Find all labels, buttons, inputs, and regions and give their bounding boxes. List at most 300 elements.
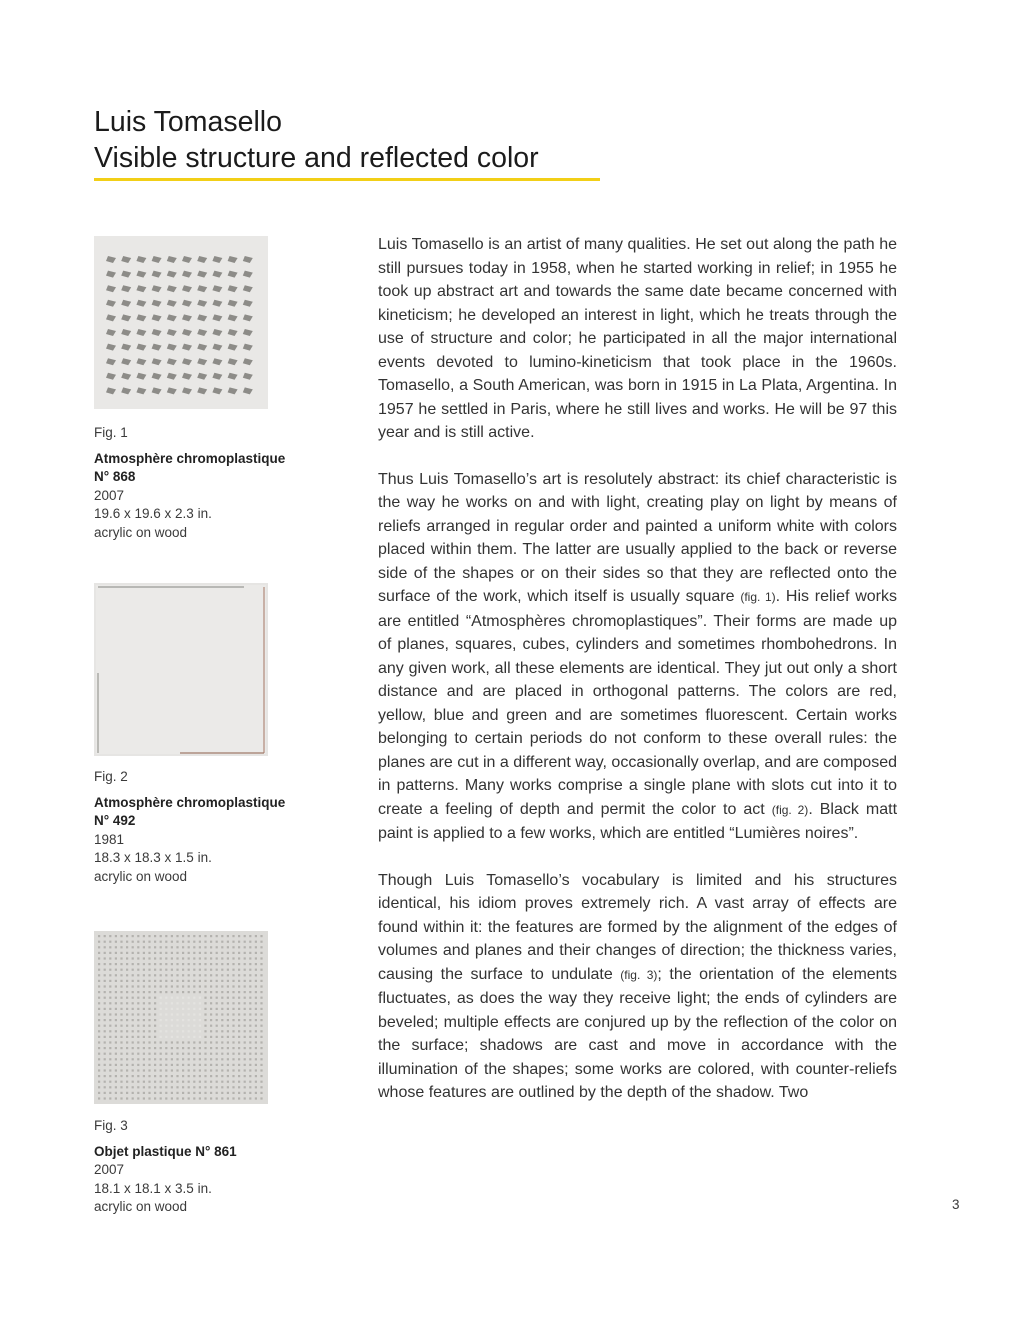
cylinder-element [143,941,145,943]
cylinder-element [249,952,251,954]
cylinder-element [137,1025,139,1027]
cylinder-element [204,935,206,937]
cylinder-element [182,985,184,987]
cylinder-element [249,963,251,965]
cylinder-element [176,1053,178,1055]
cylinder-element [160,1047,162,1049]
cylinder-element [109,963,111,965]
cylinder-element [154,991,156,993]
cylinder-element [143,969,145,971]
cylinder-element [199,946,201,948]
cylinder-element [227,1069,229,1071]
cylinder-element [204,1075,206,1077]
cylinder-element [115,974,117,976]
cylinder-element [109,1036,111,1038]
cylinder-element [165,1041,167,1043]
cylinder-element [249,1064,251,1066]
cylinder-element [171,1075,173,1077]
cylinder-element [221,1025,223,1027]
cylinder-element [210,1047,212,1049]
cylinder-element [137,1069,139,1071]
cylinder-element [165,1064,167,1066]
cylinder-element [221,1041,223,1043]
cylinder-element [154,963,156,965]
cylinder-element [115,1036,117,1038]
cylinder-element [154,957,156,959]
cylinder-element [260,1086,262,1088]
cylinder-element [255,997,257,999]
cylinder-element [120,946,122,948]
cylinder-element [137,1064,139,1066]
cylinder-element [109,1013,111,1015]
cylinder-element [137,963,139,965]
cylinder-element [227,1030,229,1032]
page-number: 3 [952,1197,960,1212]
cylinder-element [148,957,150,959]
cylinder-element [227,1092,229,1094]
cylinder-element [160,1092,162,1094]
cylinder-element [244,1041,246,1043]
cylinder-element [193,941,195,943]
cylinder-element [160,969,162,971]
cylinder-element [227,1064,229,1066]
cylinder-element [204,985,206,987]
cylinder-element [104,957,106,959]
cylinder-element [221,1047,223,1049]
cylinder-element [182,1064,184,1066]
cylinder-element [115,935,117,937]
cylinder-element [249,946,251,948]
cylinder-element [204,1069,206,1071]
cylinder-element [227,1013,229,1015]
cylinder-element [249,997,251,999]
cylinder-element [176,1097,178,1099]
cylinder-element [199,963,201,965]
cylinder-element [126,941,128,943]
cylinder-element [137,1047,139,1049]
cylinder-element [143,946,145,948]
cylinder-element [132,1081,134,1083]
cylinder-element [154,1002,156,1004]
cylinder-element [210,1036,212,1038]
cylinder-element [165,1019,167,1021]
cylinder-element [255,1081,257,1083]
cylinder-element [193,1036,195,1038]
cylinder-element [244,1081,246,1083]
cylinder-element [182,1086,184,1088]
cylinder-element [193,1013,195,1015]
cylinder-element [126,1097,128,1099]
cylinder-element [176,1002,178,1004]
cylinder-element [104,1002,106,1004]
cylinder-element [126,1075,128,1077]
cylinder-element [193,1086,195,1088]
cylinder-element [104,952,106,954]
cylinder-element [221,963,223,965]
article-body [378,233,897,1128]
cylinder-element [171,985,173,987]
artwork-medium: acrylic on wood [94,868,188,884]
cylinder-element [143,1036,145,1038]
cylinder-element [210,1092,212,1094]
cylinder-element [210,1058,212,1060]
cylinder-element [132,1013,134,1015]
cylinder-element [204,1002,206,1004]
cylinder-element [104,1097,106,1099]
cylinder-element [154,1064,156,1066]
cylinder-element [244,980,246,982]
cylinder-element [227,1025,229,1027]
cylinder-element [249,1002,251,1004]
cylinder-element [176,1019,178,1021]
cylinder-element [137,1075,139,1077]
cylinder-element [126,1047,128,1049]
cylinder-element [210,1069,212,1071]
cylinder-element [255,1030,257,1032]
cylinder-element [104,1081,106,1083]
cylinder-element [221,1002,223,1004]
cylinder-element [204,1092,206,1094]
cylinder-element [216,1075,218,1077]
cylinder-element [216,1058,218,1060]
cylinder-element [188,1036,190,1038]
cylinder-element [244,1086,246,1088]
cylinder-element [221,952,223,954]
cylinder-element [120,1030,122,1032]
title-line-1: Luis Tomasello [94,106,282,138]
cylinder-element [227,1047,229,1049]
cylinder-element [216,1002,218,1004]
cylinder-element [260,1013,262,1015]
cylinder-element [255,969,257,971]
cylinder-element [171,1030,173,1032]
cylinder-element [171,1025,173,1027]
cylinder-element [260,985,262,987]
cylinder-element [154,1053,156,1055]
cylinder-element [176,1092,178,1094]
cylinder-element [232,1036,234,1038]
cylinder-element [238,1058,240,1060]
cylinder-element [148,1086,150,1088]
cylinder-element [115,1086,117,1088]
cylinder-element [109,957,111,959]
cylinder-element [120,952,122,954]
cylinder-element [244,997,246,999]
cylinder-element [176,1064,178,1066]
cylinder-element [176,1008,178,1010]
cylinder-element [227,991,229,993]
cylinder-element [188,980,190,982]
cylinder-element [132,980,134,982]
cylinder-element [148,1092,150,1094]
cylinder-element [98,1013,100,1015]
cylinder-element [216,974,218,976]
cylinder-element [188,985,190,987]
cylinder-element [137,1008,139,1010]
cylinder-element [132,985,134,987]
cylinder-element [171,1013,173,1015]
cylinder-element [148,991,150,993]
cylinder-element [193,957,195,959]
cylinder-element [238,1081,240,1083]
cylinder-element [260,1097,262,1099]
cylinder-element [126,1041,128,1043]
cylinder-element [115,1053,117,1055]
cylinder-element [244,1058,246,1060]
cylinder-element [238,991,240,993]
cylinder-element [249,1013,251,1015]
cylinder-element [98,1030,100,1032]
cylinder-element [126,985,128,987]
cylinder-element [154,1047,156,1049]
cylinder-element [244,1047,246,1049]
cylinder-element [199,952,201,954]
cylinder-element [160,1030,162,1032]
cylinder-element [143,1075,145,1077]
cylinder-element [188,1064,190,1066]
cylinder-element [148,985,150,987]
cylinder-element [244,935,246,937]
cylinder-element [132,963,134,965]
cylinder-element [188,1047,190,1049]
cylinder-element [199,1097,201,1099]
cylinder-element [120,1025,122,1027]
cylinder-element [132,957,134,959]
cylinder-element [148,952,150,954]
cylinder-element [193,1047,195,1049]
cylinder-element [227,963,229,965]
cylinder-element [148,1053,150,1055]
cylinder-element [120,1092,122,1094]
cylinder-element [98,980,100,982]
cylinder-element [98,1025,100,1027]
cylinder-element [98,1019,100,1021]
cylinder-element [232,974,234,976]
cylinder-element [227,1081,229,1083]
cylinder-element [137,1036,139,1038]
cylinder-element [165,1030,167,1032]
cylinder-element [176,935,178,937]
cylinder-element [238,963,240,965]
cylinder-element [109,980,111,982]
cylinder-element [165,1002,167,1004]
cylinder-element [221,941,223,943]
cylinder-element [115,1008,117,1010]
cylinder-element [216,980,218,982]
cylinder-element [104,980,106,982]
cylinder-element [204,963,206,965]
cylinder-element [188,957,190,959]
cylinder-element [171,1064,173,1066]
cylinder-element [182,1041,184,1043]
cylinder-element [260,1002,262,1004]
cylinder-element [126,1092,128,1094]
cylinder-element [120,997,122,999]
cylinder-element [182,1092,184,1094]
cylinder-element [98,1086,100,1088]
cylinder-element [115,1030,117,1032]
cylinder-element [171,969,173,971]
cylinder-element [165,1075,167,1077]
cylinder-element [148,1058,150,1060]
cylinder-element [249,974,251,976]
cylinder-element [176,969,178,971]
cylinder-element [227,941,229,943]
cylinder-element [143,1086,145,1088]
cylinder-element [120,980,122,982]
cylinder-element [232,1069,234,1071]
cylinder-element [132,974,134,976]
cylinder-element [98,1053,100,1055]
cylinder-element [98,1047,100,1049]
cylinder-element [115,1019,117,1021]
cylinder-element [132,1097,134,1099]
cylinder-element [120,1047,122,1049]
cylinder-element [115,1002,117,1004]
cylinder-element [216,1097,218,1099]
cylinder-element [227,1097,229,1099]
cylinder-element [165,1058,167,1060]
cylinder-element [171,952,173,954]
cylinder-element [255,1008,257,1010]
cylinder-element [126,1030,128,1032]
cylinder-element [232,985,234,987]
cylinder-element [216,952,218,954]
cylinder-element [188,1053,190,1055]
cylinder-element [260,974,262,976]
cylinder-element [260,935,262,937]
cylinder-element [148,1097,150,1099]
paragraph-text: Though Luis Tomasello’s vocabulary is limited and his structures identical, his idiom proves extremely rich. A vast array of effects are found within it: the features are formed by the alignment of the edges of volumes and planes and their changes of direction; the thickness varies, causing the surface to undulate [378,871,897,983]
cylinder-element [171,1081,173,1083]
cylinder-element [255,1036,257,1038]
cylinder-element [154,1036,156,1038]
cylinder-element [154,1092,156,1094]
cylinder-element [188,1008,190,1010]
cylinder-element [176,985,178,987]
cylinder-element [210,1008,212,1010]
cylinder-element [154,997,156,999]
cylinder-element [188,1086,190,1088]
cylinder-element [199,1086,201,1088]
cylinder-element [204,1047,206,1049]
cylinder-element [227,1075,229,1077]
cylinder-element [154,1097,156,1099]
cylinder-element [221,969,223,971]
cylinder-element [188,1092,190,1094]
cylinder-element [255,1041,257,1043]
cylinder-element [227,969,229,971]
cylinder-element [98,946,100,948]
cylinder-element [98,1058,100,1060]
cylinder-element [165,941,167,943]
cylinder-element [137,1097,139,1099]
figure-1-caption [94,424,294,542]
cylinder-element [210,1075,212,1077]
cylinder-element [238,935,240,937]
cylinder-element [115,963,117,965]
cylinder-element [244,1002,246,1004]
cylinder-element [210,991,212,993]
cylinder-element [216,935,218,937]
cylinder-element [260,1030,262,1032]
cylinder-element [154,941,156,943]
cylinder-element [260,1041,262,1043]
cylinder-element [199,1069,201,1071]
cylinder-element [232,1058,234,1060]
cylinder-element [260,1081,262,1083]
cylinder-element [165,957,167,959]
cylinder-element [188,935,190,937]
cylinder-element [204,941,206,943]
cylinder-element [216,1053,218,1055]
cylinder-element [171,957,173,959]
cylinder-element [249,969,251,971]
cylinder-element [193,1041,195,1043]
cylinder-element [137,952,139,954]
cylinder-element [143,1058,145,1060]
cylinder-element [132,935,134,937]
paragraph-text: . His relief works are entitled “Atmosphères chromoplastiques”. Their forms are made up of planes, squares, cubes, cylinders and sometimes rhombohedrons. In any given work, all these elements are identical. They jut out only a short distance and are placed in orthogonal patterns. The colors are red, yellow, blue and green and are sometimes fluorescent. Certain works belonging to certain periods do not conform to these overall rules: the planes are cut in a different way, occasionally overlap, and are composed in patterns. Many works comprise a single plane with slots cut into it to create a feeling of depth and permit the color to act [378,588,898,818]
cylinder-element [221,1058,223,1060]
cylinder-element [221,985,223,987]
cylinder-element [255,1092,257,1094]
cylinder-element [120,1064,122,1066]
cylinder-element [249,1075,251,1077]
cylinder-element [232,935,234,937]
cylinder-element [154,980,156,982]
cylinder-element [160,1036,162,1038]
cylinder-element [216,997,218,999]
cylinder-element [143,1053,145,1055]
cylinder-element [193,1053,195,1055]
cylinder-element [188,1058,190,1060]
cylinder-element [98,1097,100,1099]
cylinder-element [238,1008,240,1010]
cylinder-element [104,997,106,999]
cylinder-element [182,1013,184,1015]
cylinder-element [255,1002,257,1004]
cylinder-element [143,957,145,959]
cylinder-element [143,1030,145,1032]
cylinder-element [232,1019,234,1021]
cylinder-element [193,935,195,937]
cylinder-element [188,1025,190,1027]
cylinder-element [193,1008,195,1010]
cylinder-element [171,1036,173,1038]
cylinder-element [165,1081,167,1083]
cylinder-element [176,1030,178,1032]
cylinder-element [232,1047,234,1049]
cylinder-element [154,985,156,987]
cylinder-element [216,1069,218,1071]
cylinder-element [143,1081,145,1083]
cylinder-element [188,1097,190,1099]
cylinder-element [148,1036,150,1038]
cylinder-element [210,985,212,987]
cylinder-element [204,1008,206,1010]
cylinder-element [204,946,206,948]
cylinder-element [227,1008,229,1010]
cylinder-element [171,935,173,937]
cylinder-element [193,1002,195,1004]
cylinder-element [154,1013,156,1015]
cylinder-element [132,946,134,948]
cylinder-element [104,1053,106,1055]
cylinder-element [210,1013,212,1015]
cylinder-element [188,1030,190,1032]
cylinder-element [244,1008,246,1010]
